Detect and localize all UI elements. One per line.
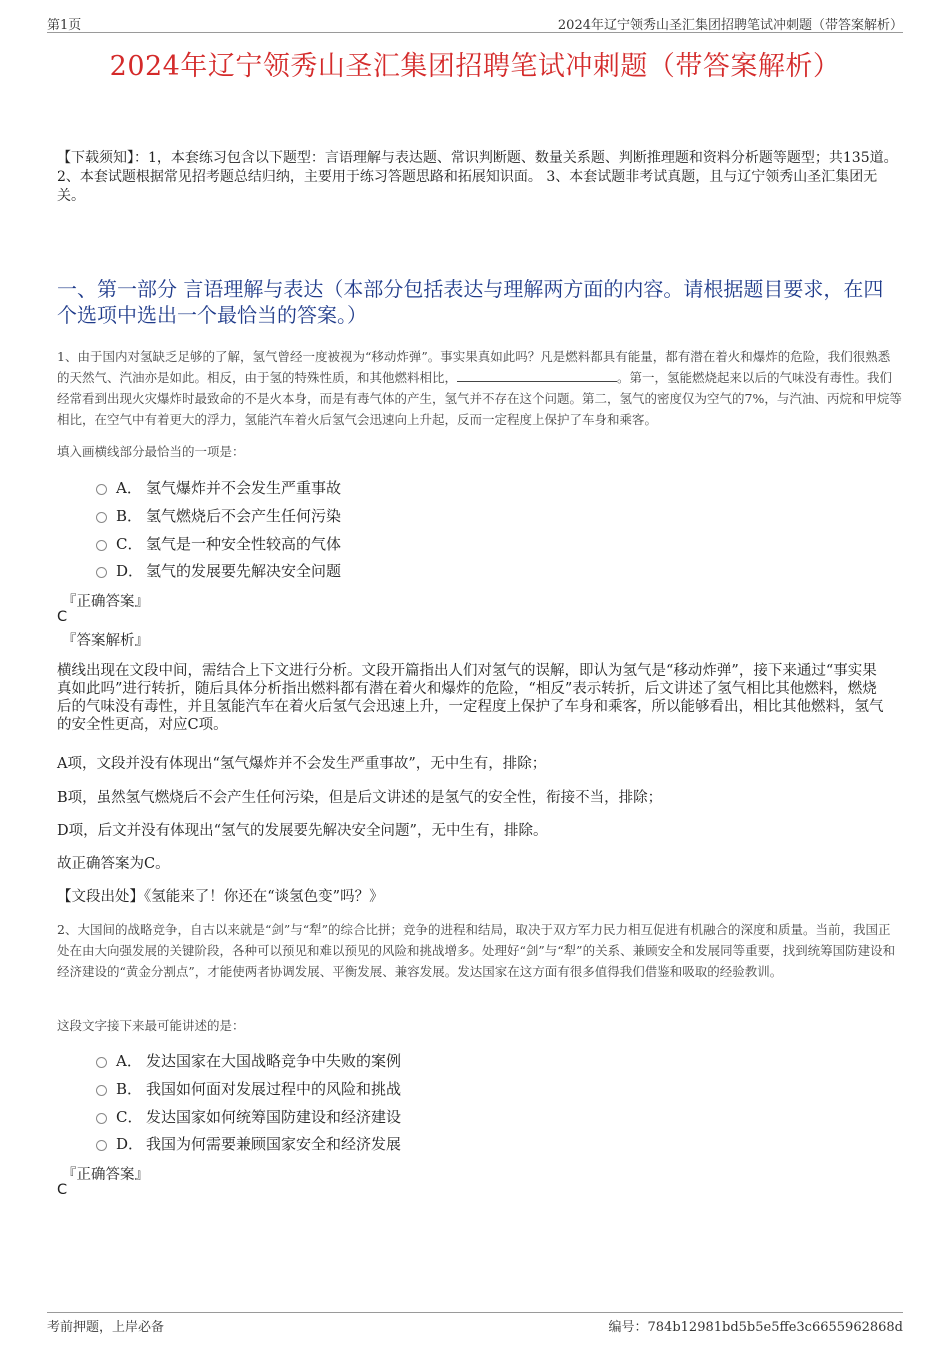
option-text: 发达国家在大国战略竞争中失败的案例 xyxy=(146,1051,402,1070)
question-1-analysis-label: 『答案解析』 xyxy=(62,633,149,649)
question-1-prompt: 填入画横线部分最恰当的一项是： xyxy=(57,444,245,459)
question-1-answer: C xyxy=(57,609,68,625)
question-2-stem: 2、大国间的战略竞争，自古以来就是“剑”与“犁”的综合比拼；竞争的进程和结局，取决于双方军力民力相互促进有机融合的深度和质量。当前，我国正处在由大向强发展的关键阶段，各种可以预见和难以预见的风险和挑战增多。处理好“剑”与“犁”的关系、兼顾安全和发展同等重要，找到统筹国防建设和经济建设的“黄金分割点”，才能使两者协调发展、平衡发展、兼容发展。发达国家在这方面有很多值得我们借鉴和吸取的经验教训。 xyxy=(57,922,896,979)
question-2-answer-label: 『正确答案』 xyxy=(62,1167,149,1183)
question-2-option-d[interactable] xyxy=(96,1133,401,1153)
question-1-stem-part-b: 。第一，氢能燃烧起来以后的气味没有毒性。我们经常看到出现火灾爆炸时最致命的不是火本身，而是有毒气体的产生，氢气并不存在这个问题。第二，氢气的密度仅为空气的7%，与汽油、丙烷和甲烷等相比，在空气中有着更大的浮力，氢能汽车着火后氢气会迅速向上升起，反而一定程度上保护了车身和乘客。 xyxy=(57,370,902,427)
question-1-analysis-option-b: B项，虽然氢气燃烧后不会产生任何污染，但是后文讲述的是氢气的安全性，衔接不当，排除； xyxy=(57,790,663,806)
question-1-analysis-option-d: D项，后文并没有体现出“氢气的发展要先解决安全问题”，无中生有，排除。 xyxy=(57,823,548,839)
option-text: 发达国家如何统筹国防建设和经济建设 xyxy=(146,1107,402,1126)
radio-icon[interactable] xyxy=(96,1113,107,1124)
download-notice: 【下载须知】：1，本套练习包含以下题型：言语理解与表达题、常识判断题、数量关系题、判断推理题和资料分析题等题型；共135道。 2、本套试题根据常见招考题总结归纳，主要用于练习答题思路和拓展知识面。 3、本套试题非考试真题，且与辽宁领秀山圣汇集团无关。 xyxy=(57,150,898,204)
question-1-source: 【文段出处】《氢能来了！你还在“谈氢色变”吗？》 xyxy=(57,889,384,905)
option-text: 氢气爆炸并不会发生严重事故 xyxy=(146,478,342,497)
radio-icon[interactable] xyxy=(96,1085,107,1096)
page-footer xyxy=(47,1312,903,1333)
question-1-option-a[interactable] xyxy=(96,477,341,497)
question-2-option-b[interactable] xyxy=(96,1078,401,1098)
question-1-analysis-option-a: A项，文段并没有体现出“氢气爆炸并不会发生严重事故”，无中生有，排除； xyxy=(57,756,547,772)
question-1-stem-part-a: 1、由于国内对氢缺乏足够的了解，氢气曾经一度被视为“移动炸弹”。事实果真如此吗？凡是燃料都具有能量，都有潜在着火和爆炸的危险，我们很熟悉的天然气、汽油亦是如此。相反，由于氢的特殊性质，和其他燃料相比， xyxy=(57,349,891,385)
option-key: C． xyxy=(116,1107,143,1126)
page-number: 第1页 xyxy=(47,18,82,33)
question-2-option-a[interactable] xyxy=(96,1050,401,1070)
footer-serial-number: 编号：784b12981bd5b5e5ffe3c6655962868d xyxy=(608,1320,903,1335)
option-key: C． xyxy=(116,534,143,553)
fill-blank-line xyxy=(457,369,617,382)
option-text: 氢气燃烧后不会产生任何污染 xyxy=(146,506,342,525)
option-key: B． xyxy=(116,1079,143,1098)
radio-icon[interactable] xyxy=(96,1140,107,1151)
header-doc-title: 2024年辽宁领秀山圣汇集团招聘笔试冲刺题（带答案解析） xyxy=(557,18,903,33)
question-1-analysis: 横线出现在文段中间，需结合上下文进行分析。文段开篇指出人们对氢气的误解，即认为氢气是“移动炸弹”，接下来通过“事实果真如此吗”进行转折，随后具体分析指出燃料都有潜在着火和爆炸的危险，“相反”表示转折，后文讲述了氢气相比其他燃料，燃烧后的气味没有毒性，并且氢能汽车在着火后氢气会迅速上升，一定程度上保护了车身和乘客，所以能够看出，相比其他燃料，氢气的安全性更高，对应C项。 xyxy=(57,663,884,733)
question-1-answer-label: 『正确答案』 xyxy=(62,594,149,610)
question-1-conclusion: 故正确答案为C。 xyxy=(57,856,170,872)
option-text: 我国如何面对发展过程中的风险和挑战 xyxy=(146,1079,402,1098)
question-1-option-b[interactable] xyxy=(96,505,341,525)
section-heading: 一、第一部分 言语理解与表达（本部分包括表达与理解两方面的内容。请根据题目要求，在四个选项中选出一个最恰当的答案。） xyxy=(57,277,884,327)
option-text: 我国为何需要兼顾国家安全和经济发展 xyxy=(146,1134,402,1153)
page-header xyxy=(47,14,903,33)
radio-icon[interactable] xyxy=(96,484,107,495)
question-2-option-c[interactable] xyxy=(96,1106,401,1126)
radio-icon[interactable] xyxy=(96,512,107,523)
option-text: 氢气是一种安全性较高的气体 xyxy=(146,534,342,553)
footer-slogan: 考前押题，上岸必备 xyxy=(47,1320,165,1335)
question-1-option-c[interactable] xyxy=(96,533,341,553)
radio-icon[interactable] xyxy=(96,567,107,578)
question-2-answer: C xyxy=(57,1182,68,1198)
option-key: D． xyxy=(116,1134,144,1153)
document-title: 2024年辽宁领秀山圣汇集团招聘笔试冲刺题（带答案解析） xyxy=(109,51,841,82)
option-key: A． xyxy=(116,1051,142,1070)
radio-icon[interactable] xyxy=(96,540,107,551)
option-text: 氢气的发展要先解决安全问题 xyxy=(146,561,342,580)
radio-icon[interactable] xyxy=(96,1057,107,1068)
option-key: B． xyxy=(116,506,143,525)
option-key: D． xyxy=(116,561,144,580)
question-2-prompt: 这段文字接下来最可能讲述的是： xyxy=(57,1018,245,1033)
option-key: A． xyxy=(116,478,142,497)
question-1-option-d[interactable] xyxy=(96,560,341,580)
question-1-stem xyxy=(57,346,902,430)
